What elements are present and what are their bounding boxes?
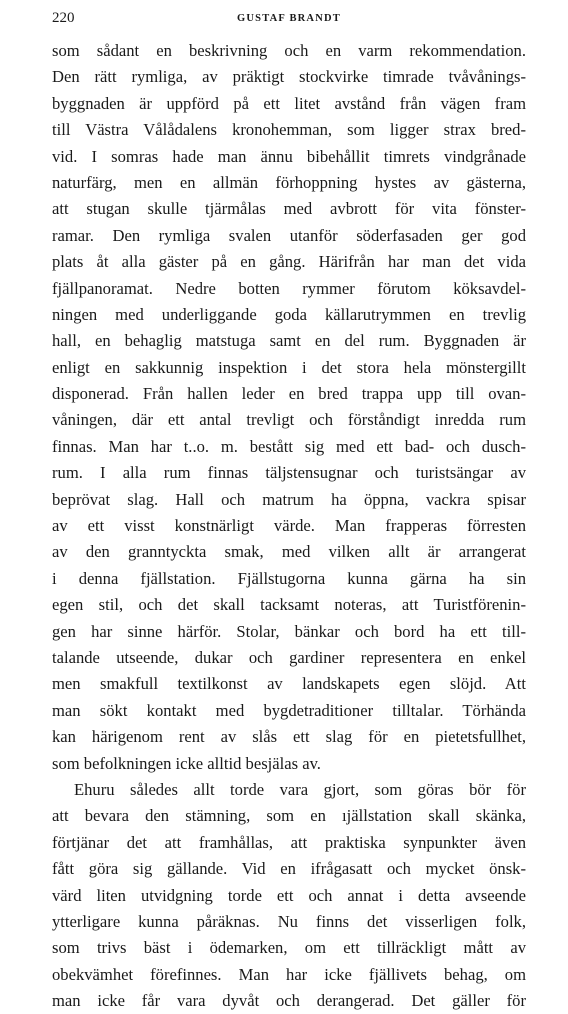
- text-line: som sådant en beskrivning och en varm rekommendation.: [52, 41, 526, 60]
- running-head: GUSTAF BRANDT: [237, 13, 341, 24]
- text-line: finnas. Man har t..o. m. bestått sig med ett bad- och dusch-: [52, 436, 526, 456]
- text-line: vid. I somras hade man ännu bibehållit timrets vindgrånade: [52, 146, 526, 166]
- text-line: kan härigenom rent av slås ett slag för en pietetsfullhet,: [52, 727, 526, 747]
- text-line: obekvämhet förefinnes. Man har icke fjällivets behag, om: [52, 964, 526, 984]
- text-line: att bevara den stämning, som en ıjällstation skall skänka,: [52, 806, 526, 826]
- text-line: man sökt kontakt med bygdetraditioner tilltalar. Törhända: [52, 700, 526, 720]
- text-line: disponerad. Från hallen leder en bred trappa upp till ovan-: [52, 384, 526, 404]
- text-line: man icke får vara dyvåt och derangerad. Det gäller för: [52, 991, 526, 1011]
- text-line: ytterligare kunna påräknas. Nu finns det visserligen folk,: [52, 911, 526, 931]
- text-line: av ett visst konstnärligt värde. Man frapperas förresten: [52, 516, 526, 536]
- text-line: våningen, där ett antal trevligt och förståndigt inredda rum: [52, 410, 526, 430]
- text-line: värd liten utvidgning torde ett och annat i detta avseende: [52, 885, 526, 905]
- text-line: men smakfull textilkonst av landskapets egen slöjd. Att: [52, 674, 526, 694]
- paragraph-start-line: Ehuru således allt torde vara gjort, som göras bör för: [74, 779, 526, 799]
- page-header: [52, 10, 526, 36]
- book-page: [52, 10, 526, 1014]
- text-line: till Västra Vålådalens kronohemman, som ligger strax bred-: [52, 120, 526, 140]
- text-line: att stugan skulle tjärmålas med avbrott för vita fönster-: [52, 199, 526, 219]
- text-line: byggnaden är uppförd på ett litet avstånd från vägen fram: [52, 93, 526, 113]
- text-line: i denna fjällstation. Fjällstugorna kunna gärna ha sin: [52, 568, 526, 588]
- text-line: egen stil, och det skall tacksamt noteras, att Turistförenin-: [52, 595, 526, 615]
- text-line: enligt en sakkunnig inspektion i det stora hela mönstergillt: [52, 357, 526, 377]
- text-line: rum. I alla rum finnas täljstensugnar och turistsängar av: [52, 463, 526, 483]
- text-line: naturfärg, men en allmän förhoppning hystes av gästerna,: [52, 172, 526, 192]
- text-line: av den granntyckta smak, med vilken allt är arrangerat: [52, 542, 526, 562]
- text-line: förtjänar det att framhållas, att praktiska synpunkter även: [52, 832, 526, 852]
- text-line: fått göra sig gällande. Vid en ifrågasatt och mycket önsk-: [52, 859, 526, 879]
- text-line: plats åt alla gäster på en gång. Härifrån har man det vida: [52, 252, 526, 272]
- text-line: Den rätt rymliga, av präktigt stockvirke timrade tvåvånings-: [52, 67, 526, 87]
- text-line: ramar. Den rymliga svalen utanför söderfasaden ger god: [52, 225, 526, 245]
- paragraph-end-line: som befolkningen icke alltid besjälas av.: [52, 753, 321, 773]
- page-number: 220: [52, 10, 75, 26]
- text-line: ningen med underliggande goda källarutrymmen en trevlig: [52, 304, 526, 324]
- text-line: hall, en behaglig matstuga samt en del rum. Byggnaden är: [52, 331, 526, 351]
- text-line: fjällpanoramat. Nedre botten rymmer förutom köksavdel-: [52, 278, 526, 298]
- text-line: som trivs bäst i ödemarken, om ett tillräckligt mått av: [52, 938, 526, 958]
- body-text: [52, 38, 526, 1014]
- text-line: beprövat slag. Hall och matrum ha öppna, vackra spisar: [52, 489, 526, 509]
- text-line: gen har sinne härför. Stolar, bänkar och bord ha ett till-: [52, 621, 526, 641]
- text-line: talande utseende, dukar och gardiner representera en enkel: [52, 647, 526, 667]
